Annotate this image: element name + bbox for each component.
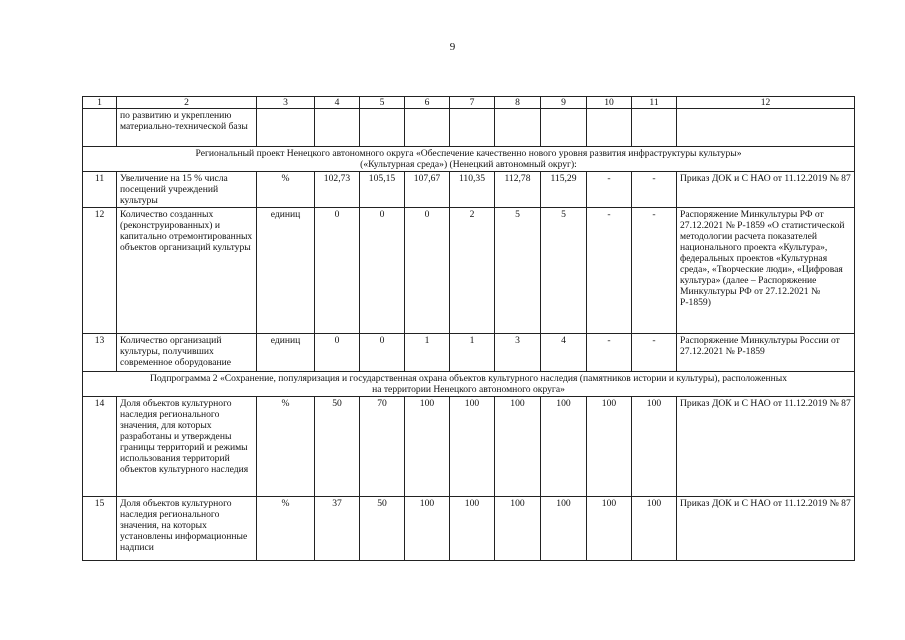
row-number-cell: 11 xyxy=(83,172,117,208)
page-number: 9 xyxy=(449,41,456,53)
value-cell: - xyxy=(587,172,632,208)
source-document-cell xyxy=(677,109,855,147)
column-number-header-row xyxy=(83,97,855,109)
indicator-name-cell: Количество созданных (реконструированных) и капитально отремонтированных объектов организаций культуры xyxy=(117,208,257,334)
table-row-continued xyxy=(83,109,855,147)
column-number-10: 10 xyxy=(587,97,632,109)
value-cell xyxy=(587,109,632,147)
value-cell: 2 xyxy=(450,208,495,334)
column-number-6: 6 xyxy=(405,97,450,109)
value-cell: 100 xyxy=(405,397,450,497)
column-number-12: 12 xyxy=(677,97,855,109)
section-heading-regional-project xyxy=(83,147,855,172)
value-cell: - xyxy=(632,208,677,334)
indicator-name-cell: Доля объектов культурного наследия регионального значения, на которых установлены информационные надписи xyxy=(117,497,257,561)
row-number-cell: 14 xyxy=(83,397,117,497)
column-number-9: 9 xyxy=(541,97,587,109)
table-row-14 xyxy=(83,397,855,497)
value-cell: 70 xyxy=(360,397,405,497)
source-document-cell: Приказ ДОК и С НАО от 11.12.2019 № 87 xyxy=(677,172,855,208)
section-heading-line-2: («Культурная среда») (Ненецкий автономный округ): xyxy=(360,159,577,170)
source-document-cell: Приказ ДОК и С НАО от 11.12.2019 № 87 xyxy=(677,497,855,561)
column-number-7: 7 xyxy=(450,97,495,109)
column-number-2: 2 xyxy=(117,97,257,109)
value-cell: 100 xyxy=(587,497,632,561)
section-heading-subprogram-2 xyxy=(83,372,855,397)
value-cell: 110,35 xyxy=(450,172,495,208)
column-number-5: 5 xyxy=(360,97,405,109)
value-cell: - xyxy=(632,334,677,372)
source-document-cell: Приказ ДОК и С НАО от 11.12.2019 № 87 xyxy=(677,397,855,497)
value-cell: 1 xyxy=(405,334,450,372)
value-cell: 5 xyxy=(541,208,587,334)
value-cell xyxy=(360,109,405,147)
indicator-name-cell: Количество организаций культуры, получивших современное оборудование xyxy=(117,334,257,372)
value-cell: 100 xyxy=(495,397,541,497)
value-cell: 0 xyxy=(315,208,360,334)
column-number-8: 8 xyxy=(495,97,541,109)
section-heading-row-regional-project xyxy=(83,147,855,172)
column-number-11: 11 xyxy=(632,97,677,109)
unit-cell: единиц xyxy=(257,208,315,334)
value-cell: 4 xyxy=(541,334,587,372)
value-cell: 100 xyxy=(587,397,632,497)
value-cell: 5 xyxy=(495,208,541,334)
source-document-cell: Распоряжение Минкультуры России от 27.12.2021 № Р-1859 xyxy=(677,334,855,372)
table-row-15 xyxy=(83,497,855,561)
value-cell: - xyxy=(587,334,632,372)
source-document-cell: Распоряжение Минкультуры РФ от 27.12.2021 № Р-1859 «О статистической методологии расчета показателей национального проекта «Культура», федеральных проектов «Культурная среда», «Творческие люди», «Цифровая культура» (далее – Распоряжение Минкультуры РФ от 27.12.2021 № Р-1859) xyxy=(677,208,855,334)
value-cell xyxy=(541,109,587,147)
row-number-cell: 12 xyxy=(83,208,117,334)
value-cell: - xyxy=(587,208,632,334)
value-cell: 102,73 xyxy=(315,172,360,208)
value-cell: - xyxy=(632,172,677,208)
table-row-12 xyxy=(83,208,855,334)
section-heading-line-1: Подпрограмма 2 «Сохранение, популяризация и государственная охрана объектов культурного наследия (памятников истории и культуры), расположенных xyxy=(149,373,787,384)
value-cell xyxy=(632,109,677,147)
section-heading-row-subprogram-2 xyxy=(83,372,855,397)
value-cell: 107,67 xyxy=(405,172,450,208)
value-cell: 100 xyxy=(541,397,587,497)
unit-cell: % xyxy=(257,397,315,497)
value-cell: 100 xyxy=(541,497,587,561)
section-heading-line-1: Региональный проект Ненецкого автономного округа «Обеспечение качественно нового уровня развития инфраструктуры культуры» xyxy=(195,148,742,159)
value-cell: 100 xyxy=(450,397,495,497)
value-cell: 100 xyxy=(632,397,677,497)
column-number-3: 3 xyxy=(257,97,315,109)
section-heading-line-2: на территории Ненецкого автономного округа» xyxy=(372,384,565,395)
column-number-4: 4 xyxy=(315,97,360,109)
value-cell: 100 xyxy=(495,497,541,561)
row-number-cell: 15 xyxy=(83,497,117,561)
table-row-11 xyxy=(83,172,855,208)
value-cell: 0 xyxy=(315,334,360,372)
value-cell xyxy=(495,109,541,147)
column-number-1: 1 xyxy=(83,97,117,109)
unit-cell: % xyxy=(257,497,315,561)
indicator-name-cell: Увеличение на 15 % числа посещений учреждений культуры xyxy=(117,172,257,208)
table-row-13 xyxy=(83,334,855,372)
value-cell: 37 xyxy=(315,497,360,561)
value-cell: 0 xyxy=(360,334,405,372)
value-cell: 100 xyxy=(405,497,450,561)
value-cell: 112,78 xyxy=(495,172,541,208)
indicators-table xyxy=(82,96,855,561)
value-cell: 3 xyxy=(495,334,541,372)
indicator-name-cell: Доля объектов культурного наследия регионального значения, для которых разработаны и утверждены границы территорий и режимы использования территорий объектов культурного наследия xyxy=(117,397,257,497)
value-cell xyxy=(450,109,495,147)
value-cell: 50 xyxy=(360,497,405,561)
value-cell: 0 xyxy=(360,208,405,334)
value-cell: 115,29 xyxy=(541,172,587,208)
value-cell: 100 xyxy=(632,497,677,561)
value-cell: 1 xyxy=(450,334,495,372)
value-cell: 100 xyxy=(450,497,495,561)
indicator-name-cell: по развитию и укреплению материально-технической базы xyxy=(117,109,257,147)
unit-cell: единиц xyxy=(257,334,315,372)
unit-cell: % xyxy=(257,172,315,208)
value-cell xyxy=(315,109,360,147)
unit-cell xyxy=(257,109,315,147)
value-cell xyxy=(405,109,450,147)
value-cell: 50 xyxy=(315,397,360,497)
row-number-cell: 13 xyxy=(83,334,117,372)
value-cell: 105,15 xyxy=(360,172,405,208)
row-number-cell xyxy=(83,109,117,147)
value-cell: 0 xyxy=(405,208,450,334)
